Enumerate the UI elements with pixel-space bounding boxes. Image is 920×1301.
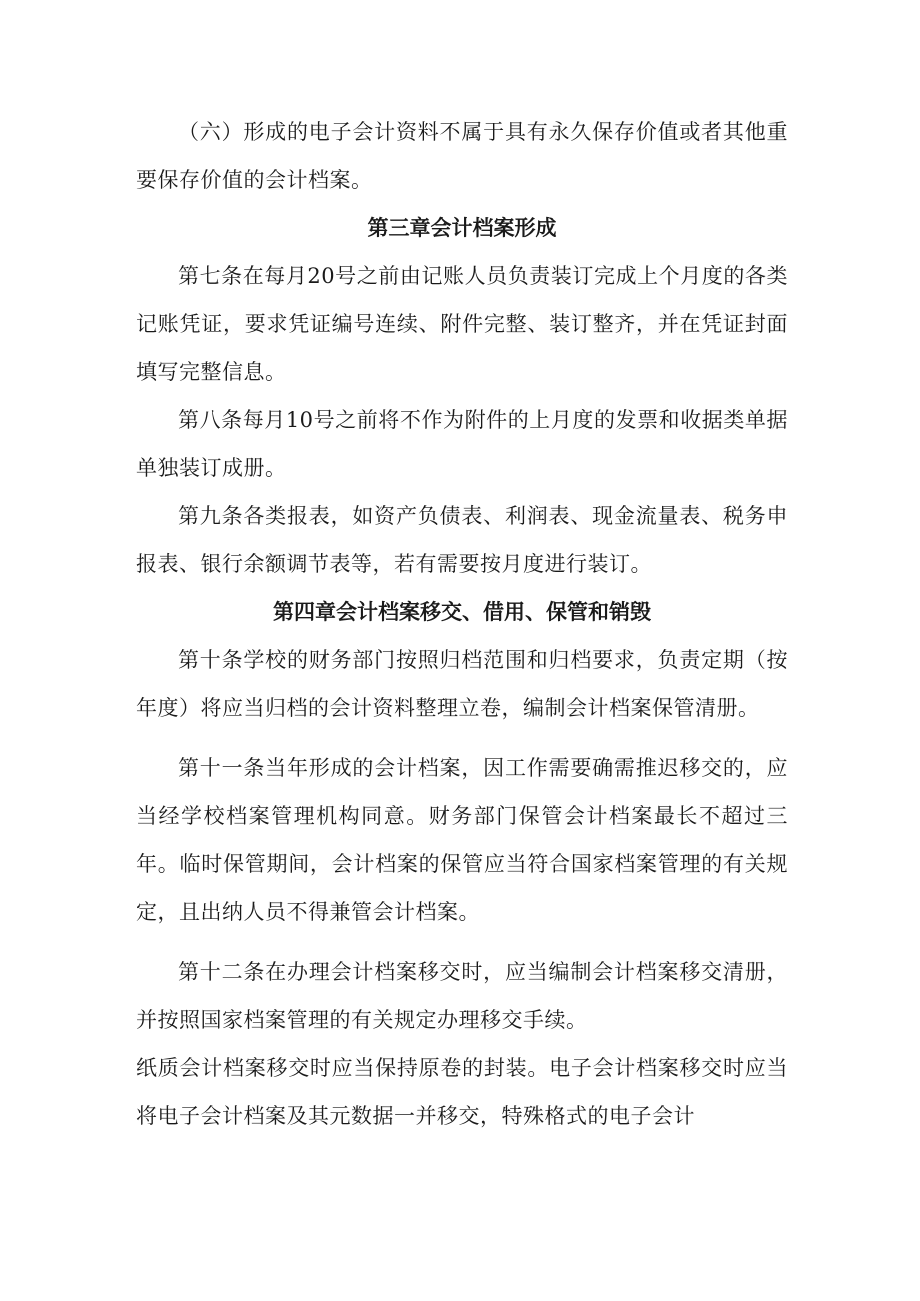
article-twelve-continuation: 纸质会计档案移交时应当保持原卷的封装。电子会计档案移交时应当将电子会计档案及其元数据一并移交，特殊格式的电子会计: [136, 1056, 788, 1128]
paragraph-item-six: （六）形成的电子会计资料不属于具有永久保存价值或者其他重要保存价值的会计档案。: [136, 120, 788, 192]
article-eleven: 第十一条当年形成的会计档案，因工作需要确需推迟移交的，应当经学校档案管理机构同意。财务部门保管会计档案最长不超过三年。临时保管期间，会计档案的保管应当符合国家档案管理的有关规定，且出纳人员不得兼管会计档案。: [136, 756, 788, 924]
paragraph-gap: [136, 732, 788, 744]
article-seven: 第七条在每月20号之前由记账人员负责装订完成上个月度的各类记账凭证，要求凭证编号连续、附件完整、装订整齐，并在凭证封面填写完整信息。: [136, 264, 788, 384]
paragraph-gap: [136, 936, 788, 948]
article-twelve: 第十二条在办理会计档案移交时，应当编制会计档案移交清册，并按照国家档案管理的有关规定办理移交手续。: [136, 960, 788, 1032]
document-body: [136, 108, 788, 1140]
chapter-heading-four: 第四章会计档案移交、借用、保管和销毁: [273, 600, 651, 624]
article-eight: 第八条每月10号之前将不作为附件的上月度的发票和收据类单据单独装订成册。: [136, 408, 788, 480]
chapter-heading-three: 第三章会计档案形成: [367, 216, 557, 240]
article-nine: 第九条各类报表，如资产负债表、利润表、现金流量表、税务申报表、银行余额调节表等，若有需要按月度进行装订。: [136, 504, 788, 576]
article-ten: 第十条学校的财务部门按照归档范围和归档要求，负责定期（按年度）将应当归档的会计资料整理立卷，编制会计档案保管清册。: [136, 648, 788, 720]
